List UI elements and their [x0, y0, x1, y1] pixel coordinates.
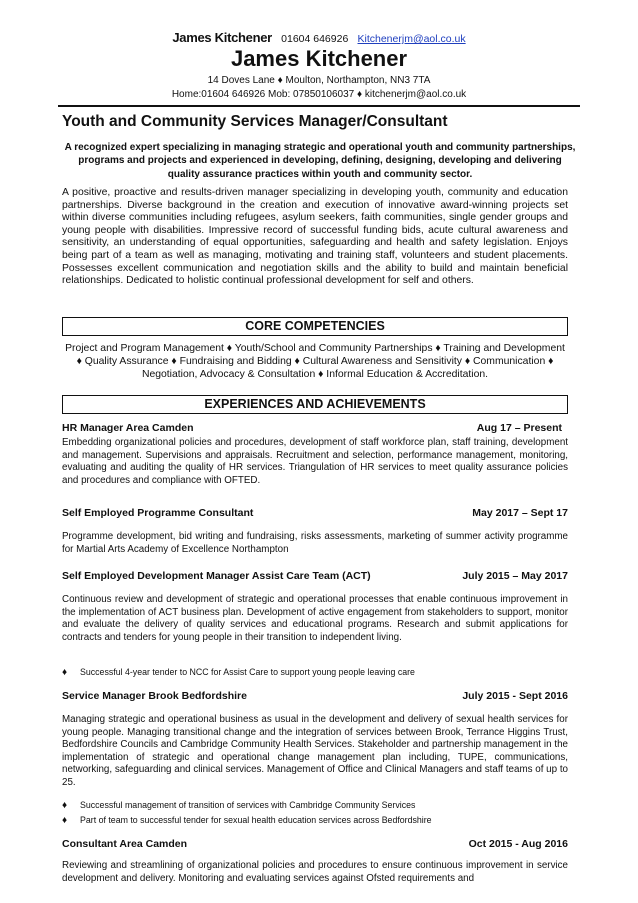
- postal-address: 14 Doves Lane ♦ Moulton, Northampton, NN3 7TA: [207, 75, 431, 86]
- header-divider: [58, 105, 580, 107]
- job-description: Continuous review and development of strategic and operational processes that enable continuous improvement in the implementation of ACT business plan. Development of active engagement from stakeholders to support, monitor and evaluate the delivery of quality services and educational programs. Research and submit applications for contracts and tenders for young people in their transition to independent living.: [62, 594, 568, 643]
- achievement-bullet: [62, 815, 568, 826]
- diamond-bullet-icon: ♦: [62, 800, 68, 811]
- job-title: Self Employed Development Manager Assist Care Team (ACT): [62, 570, 371, 582]
- achievement-bullet: [62, 667, 568, 678]
- job-heading: [62, 690, 568, 702]
- job-dates: May 2017 – Sept 17: [472, 507, 568, 519]
- top-contact-line: [0, 30, 638, 45]
- core-competencies-heading: CORE COMPETENCIES: [62, 317, 568, 336]
- top-email-link[interactable]: Kitchenerjm@aol.co.uk: [357, 33, 466, 45]
- job-heading: [62, 570, 568, 582]
- diamond-bullet-icon: ♦: [62, 667, 68, 678]
- diamond-bullet-icon: ♦: [62, 815, 68, 826]
- job-heading: [62, 507, 568, 519]
- job-heading: [62, 422, 568, 434]
- job-dates: July 2015 - Sept 2016: [462, 690, 568, 702]
- achievement-text: Part of team to successful tender for sexual health education services across Bedfordshire: [80, 815, 432, 825]
- job-title: HR Manager Area Camden: [62, 422, 194, 434]
- achievement-bullet: [62, 800, 568, 811]
- job-title: Self Employed Programme Consultant: [62, 507, 254, 519]
- job-description: Reviewing and streamlining of organizational policies and procedures to ensure continuous improvement in service development and delivery. Monitoring and evaluating services against Ofsted requirements and: [62, 860, 568, 884]
- job-heading: [62, 838, 568, 850]
- achievement-text: Successful 4-year tender to NCC for Assist Care to support young people leaving care: [80, 667, 415, 677]
- job-dates: Oct 2015 - Aug 2016: [468, 838, 568, 850]
- professional-headline: Youth and Community Services Manager/Consultant: [62, 113, 448, 130]
- job-description: Managing strategic and operational business as usual in the development and delivery of sexual health services for young people. Managing transitional change and the integration of services between Brook, Terrance Higgins Trust, Bedfordshire Councils and Cambridge Community Health Services. Stakeholder and partnership management in the implementation of strategic and operational change management plan including, TUPE, communications, networking, safeguarding and clinical services. Management of Office and Clinical Managers and staff teams of up to 25.: [62, 714, 568, 788]
- job-dates: July 2015 – May 2017: [462, 570, 568, 582]
- core-competencies-list: Project and Program Management ♦ Youth/School and Community Partnerships ♦ Training and Development ♦ Quality Assurance ♦ Fundraising and Bidding ♦ Cultural Awareness and Sensitivity ♦ Communication ♦ Negotiation, Advocacy & Consultation ♦ Informal Education & Accreditation.: [65, 343, 565, 381]
- top-name: James Kitchener: [172, 30, 272, 45]
- job-description: Embedding organizational policies and procedures, development of staff workforce plan, staff training, development and management. Supervisions and appraisals. Recruitment and selection, performance management, monitoring, evaluating and auditing the quality of HR services. Triangulation of HR services to meet quality assurance policies and procedures and compliance with OFTED.: [62, 437, 568, 486]
- top-phone: 01604 646926: [281, 33, 349, 45]
- experience-heading: EXPERIENCES AND ACHIEVEMENTS: [62, 395, 568, 414]
- job-dates: Aug 17 – Present: [476, 422, 562, 434]
- achievement-text: Successful management of transition of services with Cambridge Community Services: [80, 800, 416, 810]
- contact-details: Home:01604 646926 Mob: 07850106037 ♦ kitchenerjm@aol.co.uk: [171, 89, 467, 100]
- intro-statement: A recognized expert specializing in managing strategic and operational youth and community partnerships, programs and projects and experienced in developing, defining, designing, developing and delivering quality assurance practices within youth and community sector.: [64, 142, 576, 180]
- job-title: Consultant Area Camden: [62, 838, 188, 850]
- job-description: Programme development, bid writing and fundraising, risks assessments, marketing of summer activity programme for Martial Arts Academy of Excellence Northampton: [62, 531, 568, 555]
- profile-summary: A positive, proactive and results-driven manager specializing in developing youth, community and education partnerships. Diverse background in the creation and execution of innovative award-winning projects set within diverse communities including refugees, asylum seekers, faith communities, single gender groups and young people with disabilities. Impressive record of successful funding bids, acute cultural awareness and sensitivity, an understanding of equal opportunities, safeguarding and health and safety legislation. Enjoys being part of a team as well as managing, motivating and training staff, volunteers and student placements. Possesses excellent communication and negotiation skills and the ability to build and maintain beneficial relationships. Dedicated to holistic continual professional development for self and others.: [62, 187, 568, 287]
- candidate-name: James Kitchener: [230, 46, 408, 71]
- job-title: Service Manager Brook Bedfordshire: [62, 690, 247, 702]
